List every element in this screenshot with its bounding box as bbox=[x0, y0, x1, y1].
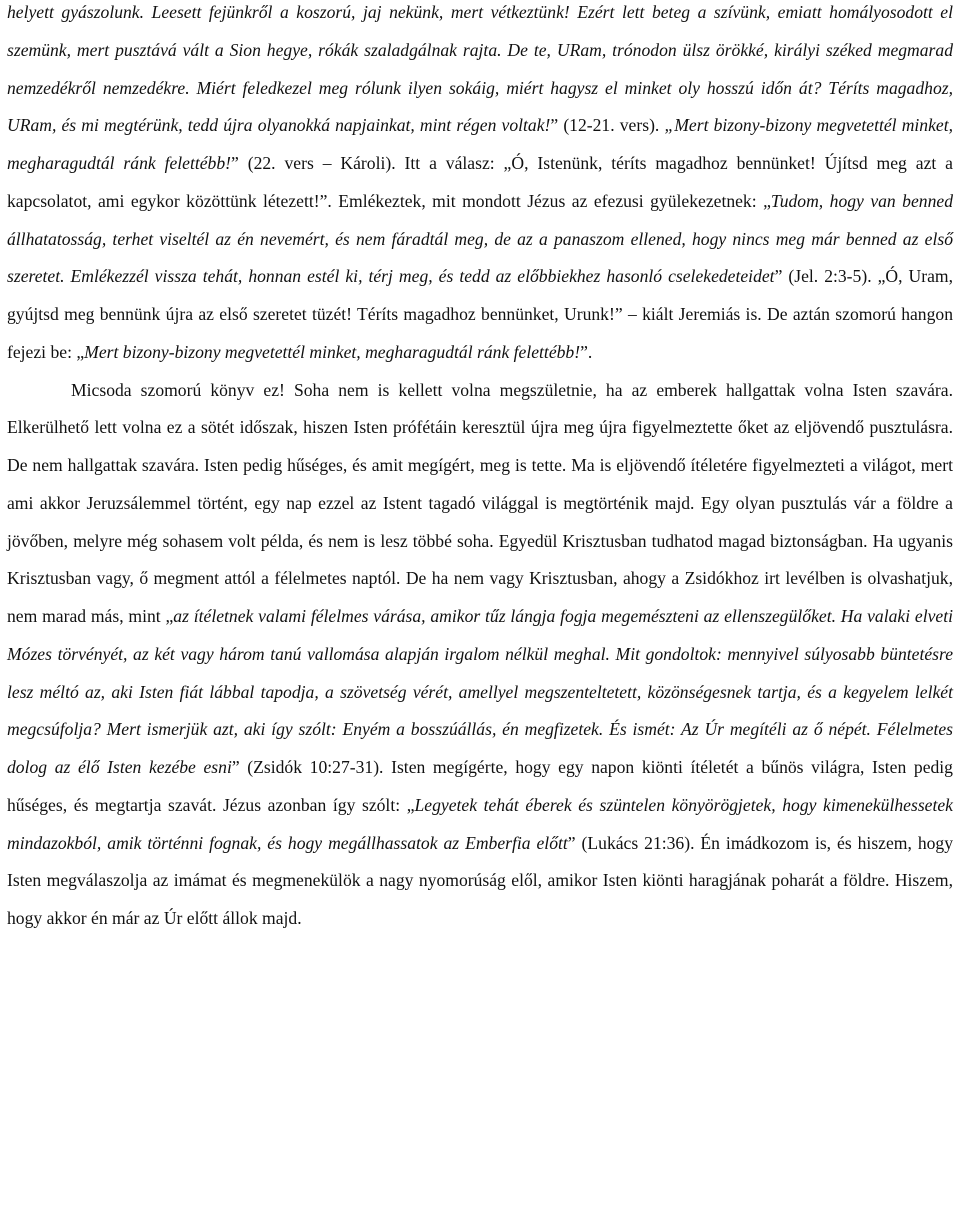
text-run: Mert bizony-bizony megvetettél minket, megharagudtál ránk felettébb! bbox=[84, 341, 581, 362]
text-run: Legyetek tehát éberek és szüntelen könyörögjetek, hogy kimenekülhessetek mindazokból, amik történni fognak, és hogy megállhassatok az Emberfia előtt bbox=[7, 794, 953, 853]
paragraph-lamentation bbox=[7, 0, 953, 372]
text-run: ” (Lukács 21:36). Én imádkozom is, és hiszem, hogy Isten megválaszolja az imámat és megmenekülök a nagy nyomorúság elől, amikor Isten kiönti haragjának poharát a földre. Hiszem, hogy akkor én már az Úr előtt állok majd. bbox=[7, 832, 954, 928]
text-run: Micsoda szomorú könyv ez! Soha nem is kellett volna megszületnie, ha az emberek hallgattak volna Isten szavára. Elkerülhető lett volna ez a sötét időszak, hiszen Isten prófétáin keresztül újra meg újra figyelmeztette őket az eljövendő pusztulásra. De nem hallgattak szavára. Isten pedig hűséges, és amit megígért, meg is tette. Ma is eljövendő ítéletére figyelmezteti a világot, mert ami akkor Jeruzsálemmel történt, egy nap ezzel az Istent tagadó világgal is megtörténik majd. Egy olyan pusztulás vár a földre a jövőben, melyre még sohasem volt példa, és nem is lesz többé soha. Egyedül Krisztusban tudhatod magad biztonságban. Ha ugyanis Krisztusban vagy, ő megment attól a félelmetes naptól. De ha nem vagy Krisztusban, ahogy a Zsidókhoz irt levélben is olvashatjuk, nem marad más, mint „ bbox=[7, 379, 953, 626]
paragraph-sad-book bbox=[7, 372, 953, 938]
text-run: helyett gyászolunk. Leesett fejünkről a koszorú, jaj nekünk, mert vétkeztünk! Ezért lett beteg a szívünk, emiatt homályosodott el szemünk, mert pusztává vált a Sion hegye, rókák szaladgálnak rajta. De te, URam, trónodon ülsz örökké, királyi széked megmarad nemzedékről nemzedékre. Miért feledkezel meg rólunk ilyen sokáig, miért hagysz el minket oly hosszú időn át? Téríts magadhoz, URam, és mi megtérünk, tedd újra olyanokká napjainkat, mint régen voltak! bbox=[7, 2, 953, 136]
text-run: az ítéletnek valami félelmes várása, amikor tűz lángja fogja megemészteni az ellenszegülőket. Ha valaki elveti Mózes törvényét, az két vagy három tanú vallomása alapján irgalom nélkül meghal. Mit gondoltok: mennyivel súlyosabb büntetésre lesz méltó az, aki Isten fiát lábbal tapodja, a szövetség vérét, amellyel megszenteltetett, közönségesnek tartja, és a kegyelem lelkét megcsúfolja? Mert ismerjük azt, aki így szólt: Enyém a bosszúállás, én megfizetek. És ismét: Az Úr megítéli az ő népét. Félelmetes dolog az élő Isten kezébe esni bbox=[7, 606, 953, 777]
text-run: ” (12-21. vers). bbox=[550, 115, 665, 136]
text-run: ”. bbox=[580, 341, 593, 362]
text-run: Tudom, hogy van benned állhatatosság, terhet viseltél az én nevemért, és nem fáradtál meg, de az a panaszom ellened, hogy nincs meg már benned az első szeretet. Emlékezzél vissza tehát, honnan estél ki, térj meg, és tedd az előbbiekhez hasonló cselekedeteidet bbox=[7, 190, 953, 287]
text-run: ” (22. vers – Károli). Itt a válasz: „Ó, Istenünk, téríts magadhoz bennünket! Újítsd meg azt a kapcsolatot, ami egykor közöttünk létezett!”. Emlékeztek, mit mondott Jézus az efezusi gyülekezetnek: „ bbox=[7, 153, 953, 211]
text-run: ” (Zsidók 10:27-31). Isten megígérte, hogy egy napon kiönti ítéletét a bűnös világra, Isten pedig hűséges, és megtartja szavát. Jézus azonban így szólt: „ bbox=[7, 757, 953, 815]
text-run: ” (Jel. 2:3-5). „Ó, Uram, gyújtsd meg bennünk újra az első szeretet tüzét! Téríts magadhoz bennünket, Urunk!” – kiált Jeremiás is. De aztán szomorú hangon fejezi be: „ bbox=[7, 266, 953, 362]
text-run: „Mert bizony-bizony megvetettél minket, megharagudtál ránk felettébb! bbox=[7, 115, 953, 173]
